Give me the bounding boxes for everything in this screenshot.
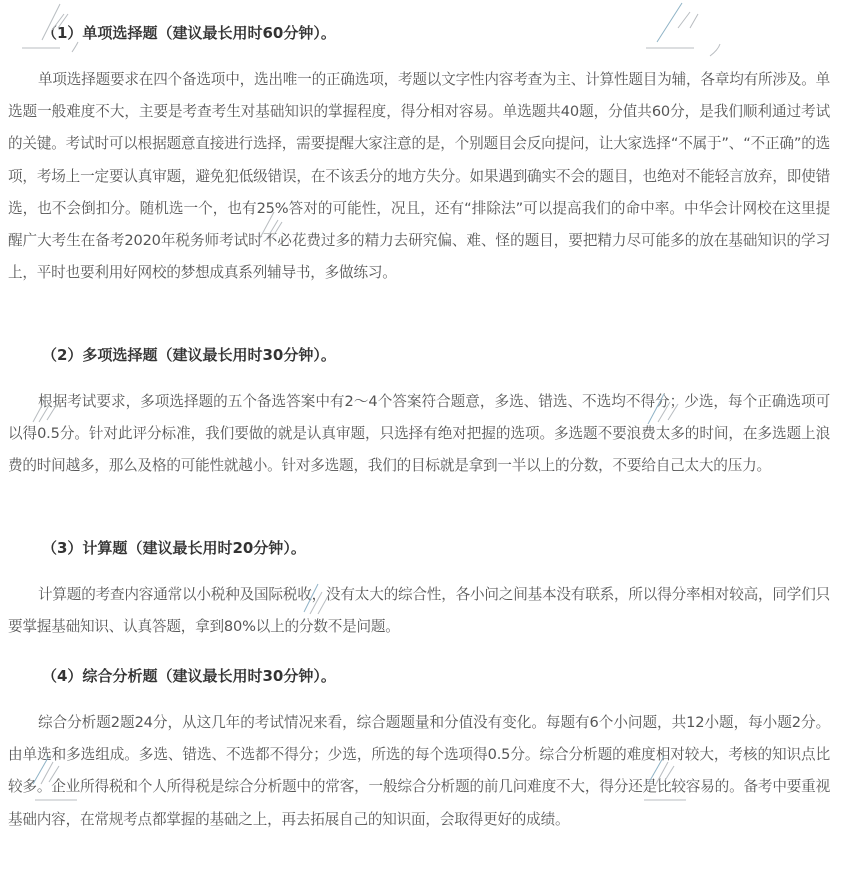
section-paragraph-multiple-choice: 根据考试要求，多项选择题的五个备选答案中有2～4个答案符合题意，多选、错选、不选均不得分；少选，每个正确选项可以得0.5分。针对此评分标准，我们要做的就是认真审题，只选择有绝对把握的选项。多选题不要浪费太多的时间，在多选题上浪费的时间越多，那么及格的可能性就越小。针对多选题，我们的目标就是拿到一半以上的分数，不要给自己太大的压力。 [8, 393, 830, 475]
watermark-scribble-icon [632, 0, 722, 60]
section-paragraph-single-choice: 单项选择题要求在四个备选项中，选出唯一的正确选项，考题以文字性内容考查为主、计算性题目为辅，各章均有所涉及。单选题一般难度不大，主要是考查考生对基础知识的掌握程度，得分相对容易。单选题共40题，分值共60分，是我们顺利通过考试的关键。考试时可以根据题意直接进行选择，需要提醒大家注意的是，个别题目会反向提问，让大家选择“不属于”、“不正确”的选项，考场上一定要认真审题，避免犯低级错误，在不该丢分的地方失分。如果遇到确实不会的题目，也绝对不能轻言放弃，即使错选，也不会倒扣分。随机选一个，也有25%答对的可能性，况且，还有“排除法”可以提高我们的命中率。中华会计网校在这里提醒广大考生在备考2020年税务师考试时不必花费过多的精力去研究偏、难、怪的题目，要把精力尽可能多的放在基础知识的学习上，平时也要利用好网校的梦想成真系列辅导书，多做练习。 [8, 71, 830, 282]
section-paragraph-calculation: 计算题的考查内容通常以小税种及国际税收，没有太大的综合性，各小问之间基本没有联系，所以得分率相对较高，同学们只要掌握基础知识、认真答题，拿到80%以上的分数不是问题。 [8, 586, 830, 636]
section-heading-calculation: （3）计算题（建议最长用时20分钟）。 [42, 539, 306, 557]
section-paragraph-comprehensive: 综合分析题2题24分，从这几年的考试情况来看，综合题题量和分值没有变化。每题有6个小问题，共12小题，每小题2分。由单选和多选组成。多选、错选、不选都不得分；少选，所选的每个选项得0.5分。综合分析题的难度相对较大，考核的知识点比较多。企业所得税和个人所得税是综合分析题中的常客，一般综合分析题的前几问难度不大，得分还是比较容易的。备考中要重视基础内容，在常规考点都掌握的基础之上，再去拓展自己的知识面，会取得更好的成绩。 [8, 714, 830, 828]
section-heading-single-choice: （1）单项选择题（建议最长用时60分钟）。 [42, 24, 336, 42]
section-heading-comprehensive: （4）综合分析题（建议最长用时30分钟）。 [42, 667, 336, 685]
section-heading-multiple-choice: （2）多项选择题（建议最长用时30分钟）。 [42, 346, 336, 364]
